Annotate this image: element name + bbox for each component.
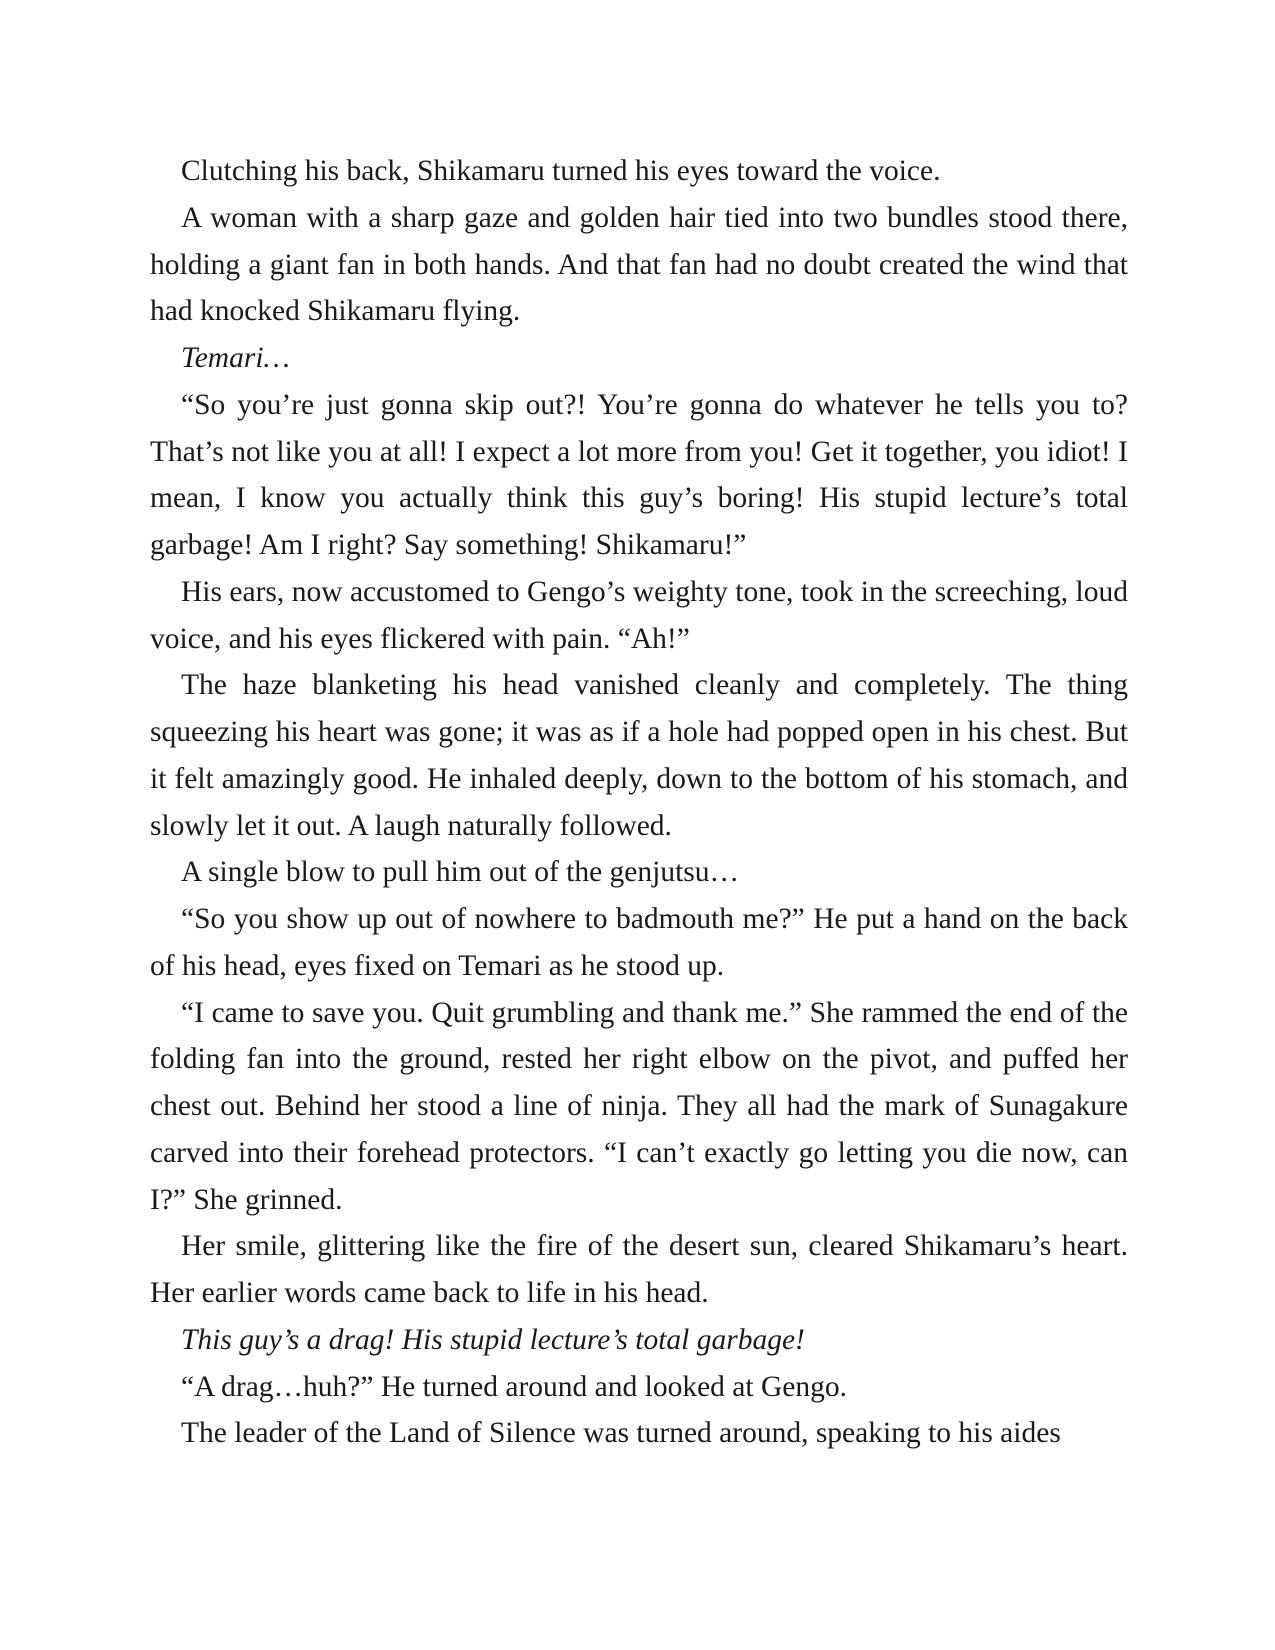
paragraph: A woman with a sharp gaze and golden hair tied into two bundles stood there, holding a giant fan in both hands. And that fan had no doubt created the wind that had knocked Shikamaru flying.	[150, 201, 1128, 328]
paragraph-italic: This guy’s a drag! His stupid lecture’s total garbage!	[181, 1323, 805, 1356]
paragraph: “So you show up out of nowhere to badmouth me?” He put a hand on the back of his head, eyes fixed on Temari as he stood up.	[150, 903, 1128, 982]
paragraph: The leader of the Land of Silence was turned around, speaking to his aides	[181, 1417, 1061, 1450]
paragraph: “So you’re just gonna skip out?! You’re gonna do whatever he tells you to? That’s not like you at all! I expect a lot more from you! Get it together, you idiot! I mean, I know you actually think this guy’s boring! His stupid lecture’s total garbage! Am I right? Say something! Shikamaru!”	[150, 388, 1128, 561]
paragraph: “A drag…huh?” He turned around and looked at Gengo.	[181, 1370, 847, 1403]
paragraph-italic: Temari…	[181, 342, 290, 374]
paragraph: Clutching his back, Shikamaru turned his eyes toward the voice.	[181, 155, 941, 187]
paragraph: A single blow to pull him out of the genjutsu…	[181, 856, 740, 889]
paragraph: Her smile, glittering like the fire of the desert sun, cleared Shikamaru’s heart. Her earlier words came back to life in his head.	[150, 1230, 1128, 1309]
paragraph: The haze blanketing his head vanished cleanly and completely. The thing squeezing his heart was gone; it was as if a hole had popped open in his chest. But it felt amazingly good. He inhaled deeply, down to the bottom of his stomach, and slowly let it out. A laugh naturally followed.	[150, 669, 1128, 842]
paragraph: His ears, now accustomed to Gengo’s weighty tone, took in the screeching, loud voice, and his eyes flickered with pain. “Ah!”	[150, 575, 1128, 655]
page-body	[150, 148, 1128, 1457]
paragraph: “I came to save you. Quit grumbling and thank me.” She rammed the end of the folding fan into the ground, rested her right elbow on the pivot, and puffed her chest out. Behind her stood a line of ninja. They all had the mark of Sunagakure carved into their forehead protectors. “I can’t exactly go letting you die now, can I?” She grinned.	[150, 996, 1128, 1216]
